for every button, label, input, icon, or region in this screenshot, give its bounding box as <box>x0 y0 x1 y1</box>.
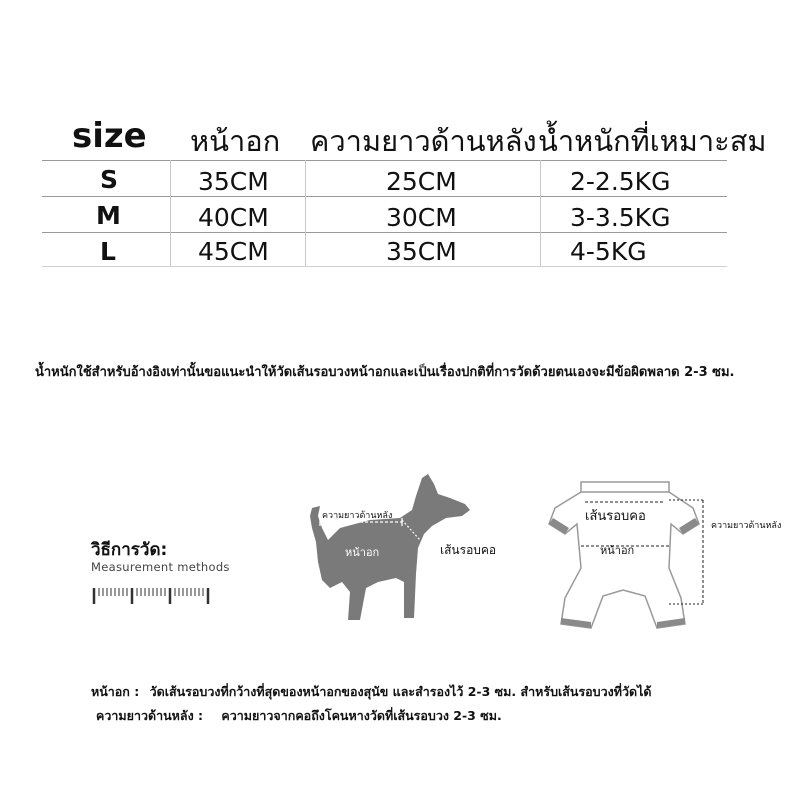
methods-subtitle: Measurement methods <box>91 560 230 574</box>
header-back-length: ความยาวด้านหลัง <box>310 124 537 158</box>
header-size: size <box>72 116 147 156</box>
table-divider <box>42 196 727 197</box>
ruler-icon <box>92 586 216 606</box>
table-column-divider <box>170 160 171 266</box>
methods-title: วิธีการวัด: <box>91 540 168 560</box>
back-length-cell: 30CM <box>386 203 457 232</box>
garment-neck-label: เส้นรอบคอ <box>585 509 646 524</box>
size-cell: M <box>96 201 121 230</box>
weight-cell: 3-3.5KG <box>570 203 671 232</box>
definition-term: ความยาวด้านหลัง : <box>96 708 204 723</box>
table-divider <box>42 160 727 161</box>
size-cell: S <box>100 165 119 194</box>
dog-chest-label: หน้าอก <box>345 546 380 559</box>
definition-term: หน้าอก : <box>91 684 140 699</box>
table-divider <box>42 266 727 267</box>
chest-cell: 35CM <box>198 167 269 196</box>
back-length-cell: 25CM <box>386 167 457 196</box>
dog-back-length-label: ความยาวด้านหลัง <box>322 511 393 521</box>
chest-cell: 40CM <box>198 203 269 232</box>
back-length-cell: 35CM <box>386 237 457 266</box>
table-column-divider <box>540 160 541 266</box>
garment-back-length-label: ความยาวด้านหลัง <box>711 521 782 531</box>
table-divider <box>42 232 727 233</box>
header-chest: หน้าอก <box>190 124 281 158</box>
weight-note: น้ำหนักใช้สำหรับอ้างอิงเท่านั้นขอแนะนำให้วัดเส้นรอบวงหน้าอกและเป็นเรื่องปกติที่การวัดด้วยตนเองจะมีข้อผิดพลาด 2-3 ซม. <box>35 365 735 380</box>
weight-cell: 4-5KG <box>570 237 647 266</box>
chest-cell: 45CM <box>198 237 269 266</box>
table-column-divider <box>305 160 306 266</box>
header-weight: น้ำหนักที่เหมาะสม <box>538 124 767 158</box>
weight-cell: 2-2.5KG <box>570 167 671 196</box>
definition-text: วัดเส้นรอบวงที่กว้างที่สุดของหน้าอกของสุนัข และสำรองไว้ 2-3 ซม. สำหรับเส้นรอบวงที่วัดได้ <box>149 684 652 699</box>
definition-text: ความยาวจากคอถึงโคนหางวัดที่เส้นรอบวง 2-3 ซม. <box>221 708 502 723</box>
definition-chest <box>91 682 652 702</box>
definition-back-length <box>96 706 502 726</box>
size-cell: L <box>100 237 116 266</box>
dog-neck-label: เส้นรอบคอ <box>440 543 497 557</box>
garment-chest-label: หน้าอก <box>600 544 635 557</box>
